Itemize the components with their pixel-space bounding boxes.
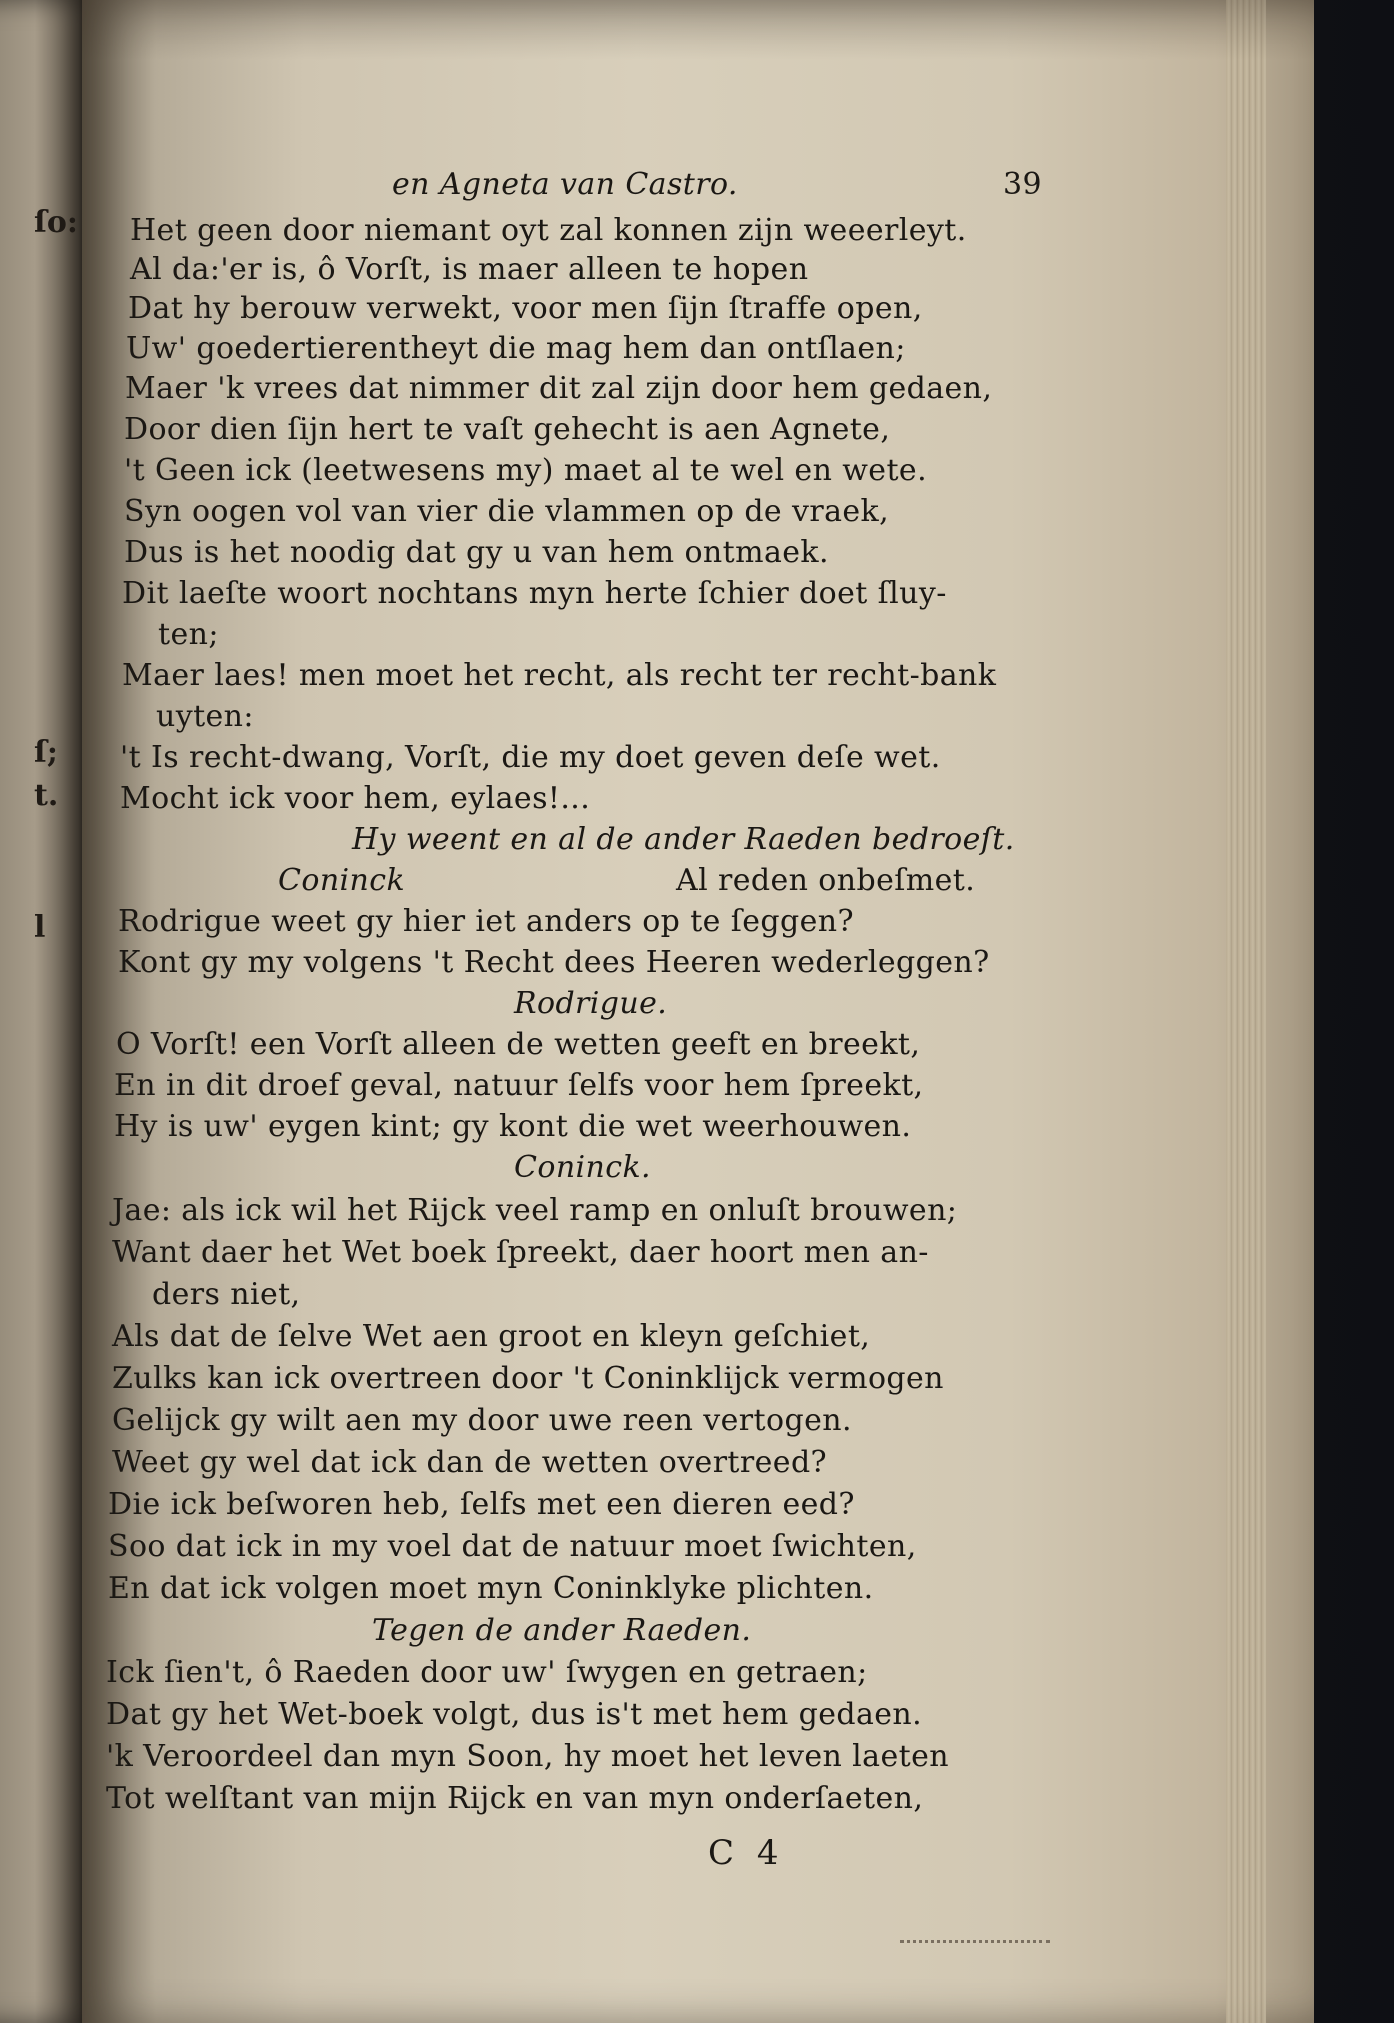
left-fragment: ſo: [34, 205, 78, 240]
left-fragment: l [34, 910, 46, 945]
verse-line-continuation: ders niet, [152, 1277, 301, 1312]
verse-line: Uw' goedertierentheyt die mag hem dan ontſlaen; [126, 331, 906, 366]
verse-line: Rodrigue weet gy hier iet anders op te ſeggen? [118, 904, 854, 939]
page-smudge [900, 1936, 1050, 1943]
verse-line: 't Geen ick (leetwesens my) maet al te wel en wete. [124, 453, 928, 488]
verse-line: Dat gy het Wet-boek volgt, dus is't met hem gedaen. [106, 1697, 923, 1732]
verse-line: 'k Veroordeel dan myn Soon, hy moet het leven laeten [106, 1739, 949, 1774]
verse-line: En in dit droef geval, natuur ſelfs voor hem ſpreekt, [114, 1068, 924, 1103]
verse-line: Dat hy berouw verwekt, voor men ſijn ſtraffe open, [128, 291, 923, 326]
verse-line-continuation: uyten: [156, 699, 254, 734]
verse-line: Door dien ſijn hert te vaſt gehecht is aen Agnete, [124, 412, 891, 447]
speaker-name: Coninck. [514, 1150, 651, 1185]
verse-line: Maer 'k vrees dat nimmer dit zal zijn door hem gedaen, [125, 371, 993, 406]
verse-line: Weet gy wel dat ick dan de wetten overtreed? [112, 1445, 828, 1480]
verse-line: Maer laes! men moet het recht, als recht ter recht-bank [122, 658, 997, 693]
verse-line: Jae: als ick wil het Rijck veel ramp en onluſt brouwen; [112, 1193, 958, 1228]
verse-line: Hy is uw' eygen kint; gy kont die wet weerhouwen. [114, 1109, 912, 1144]
running-head: en Agneta van Castro. [392, 167, 738, 202]
verse-line: Die ick beſworen heb, ſelfs met een dieren eed? [108, 1487, 855, 1522]
verse-line: Zulks kan ick overtreen door 't Coninklijck vermogen [112, 1361, 944, 1396]
stage-direction: Tegen de ander Raeden. [372, 1613, 752, 1648]
verse-line: Mocht ick voor hem, eylaes!... [120, 781, 591, 816]
verse-line: Kont gy my volgens 't Recht dees Heeren wederleggen? [118, 945, 990, 980]
speaker-name: Coninck [278, 863, 406, 898]
stage-direction: Hy weent en al de ander Raeden bedroeſt. [352, 822, 1015, 857]
left-fragment: t. [34, 778, 59, 813]
verse-line-continuation: ten; [158, 617, 219, 652]
verse-line: Syn oogen vol van vier die vlammen op de vraek, [124, 494, 890, 529]
verse-line: Ick ſien't, ô Raeden door uw' ſwygen en getraen; [106, 1655, 868, 1690]
left-fragment: ſ; [34, 735, 58, 770]
speaker-name: Rodrigue. [514, 986, 668, 1021]
verse-line: En dat ick volgen moet myn Coninklyke plichten. [108, 1571, 874, 1606]
verse-line: Al da:'er is, ô Vorſt, is maer alleen te hopen [130, 252, 809, 287]
verse-line: Tot welſtant van mijn Rijck en van myn onderſaeten, [106, 1781, 924, 1816]
verse-line: O Vorſt! een Vorſt alleen de wetten geeft en breekt, [116, 1027, 921, 1062]
verse-line: Gelijck gy wilt aen my door uwe reen vertogen. [112, 1403, 852, 1438]
verse-line: 't Is recht-dwang, Vorſt, die my doet geven deſe wet. [120, 740, 941, 775]
verse-line: Al reden onbeſmet. [676, 863, 976, 898]
verse-line: Het geen door niemant oyt zal konnen zijn weeerleyt. [130, 213, 967, 248]
verse-line: Dit laeſte woort nochtans myn herte ſchier doet ſluy- [122, 576, 947, 611]
verse-line: Want daer het Wet boek ſpreekt, daer hoort men an- [112, 1235, 929, 1270]
page-number: 39 [1003, 167, 1042, 202]
verse-line: Dus is het noodig dat gy u van hem ontmaek. [124, 535, 829, 570]
verse-line: Als dat de ſelve Wet aen groot en kleyn geſchiet, [112, 1319, 871, 1354]
signature-mark: C 4 [708, 1833, 785, 1873]
verse-line: Soo dat ick in my voel dat de natuur moet ſwichten, [108, 1529, 917, 1564]
